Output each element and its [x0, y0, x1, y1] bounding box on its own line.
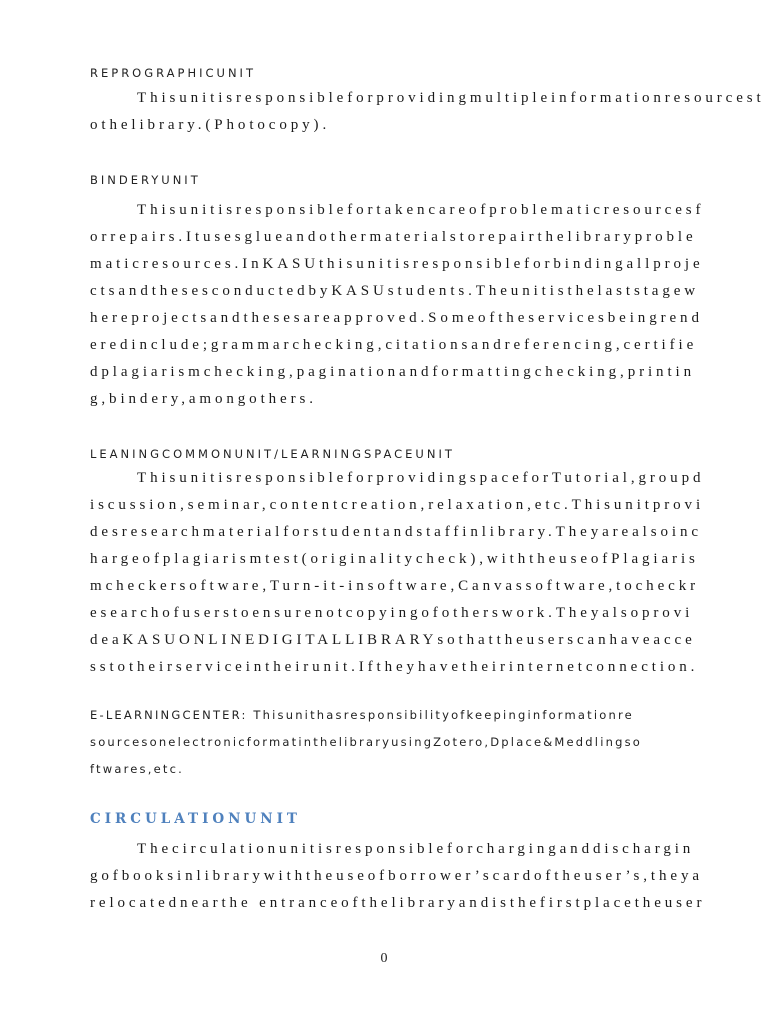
paragraph-line: maticresources.InKASUthisunitisresponsibleforbindingallproje [90, 256, 704, 272]
paragraph-line: sstotheirserviceintheirunit.Iftheyhavetheirinternetconnection. [90, 659, 699, 675]
paragraph-line: relocatednearthe entranceofthelibraryandisthefirstplacetheuser [90, 895, 706, 911]
learning-space-heading: LEANINGCOMMONUNIT/LEARNINGSPACEUNIT [90, 447, 455, 461]
bindery-heading: BINDERYUNIT [90, 173, 201, 187]
paragraph-line: desresearchmaterialforstudentandstaffinlibrary.Theyarealsoinc [90, 524, 702, 540]
elearning-line: sourcesonelectronicformatinthelibraryusingZotero,Dplace&Meddlingso [90, 735, 643, 749]
paragraph-line: dplagiarismchecking,paginationandformattingchecking,printin [90, 364, 695, 380]
paragraph-line: ctsandthesesconductedbyKASUstudents.Theunitisthelaststagew [90, 283, 700, 299]
elearning-line: E-LEARNINGCENTER: Thisunithasresponsibilityofkeepinginformationre [90, 708, 634, 722]
paragraph-line: eredinclude;grammarchecking,citationsandreferencing,certifie [90, 337, 698, 353]
paragraph-line: Thecirculationunitisresponsibleforcharginganddischargin [137, 841, 695, 857]
elearning-line: ftwares,etc. [90, 762, 184, 776]
paragraph-line: g,bindery,amongothers. [90, 391, 317, 407]
paragraph-line: orrepairs.Itusesglueandothermaterialstorepairthelibraryproble [90, 229, 697, 245]
paragraph-line: Thisunitisresponsiblefortakencareofproblematicresourcesf [137, 202, 705, 218]
paragraph-line: Thisunitisresponsibleforprovidingmultipleinformationresourcest [137, 90, 765, 106]
paragraph-line: esearchofuserstoensurenotcopyingofotherswork.Theyalsoprovi [90, 605, 694, 621]
paragraph-line: mcheckersoftware,Turn-it-insoftware,Canvassoftware,tocheckr [90, 578, 699, 594]
paragraph-line: othelibrary.(Photocopy). [90, 117, 331, 133]
paragraph-line: deaKASUONLINEDIGITALLIBRARYsothattheuserscanhaveacce [90, 632, 696, 648]
paragraph-line: ThisunitisresponsibleforprovidingspaceforTutorial,groupd [137, 470, 705, 486]
page-number: 0 [380, 951, 388, 966]
circulation-heading: CIRCULATIONUNIT [90, 811, 301, 827]
paragraph-line: iscussion,seminar,contentcreation,relaxation,etc.Thisunitprovi [90, 497, 705, 513]
paragraph-line: hereprojectsandthesesareapproved.Someoftheservicesbeingrend [90, 310, 703, 326]
paragraph-line: gofbooksinlibrarywiththeuseofborrower’scardoftheuser’s,theya [90, 868, 703, 884]
reprographic-heading: REPROGRAPHICUNIT [90, 66, 256, 80]
paragraph-line: hargeofplagiarismtest(originalitycheck),withtheuseofPlagiaris [90, 551, 699, 567]
